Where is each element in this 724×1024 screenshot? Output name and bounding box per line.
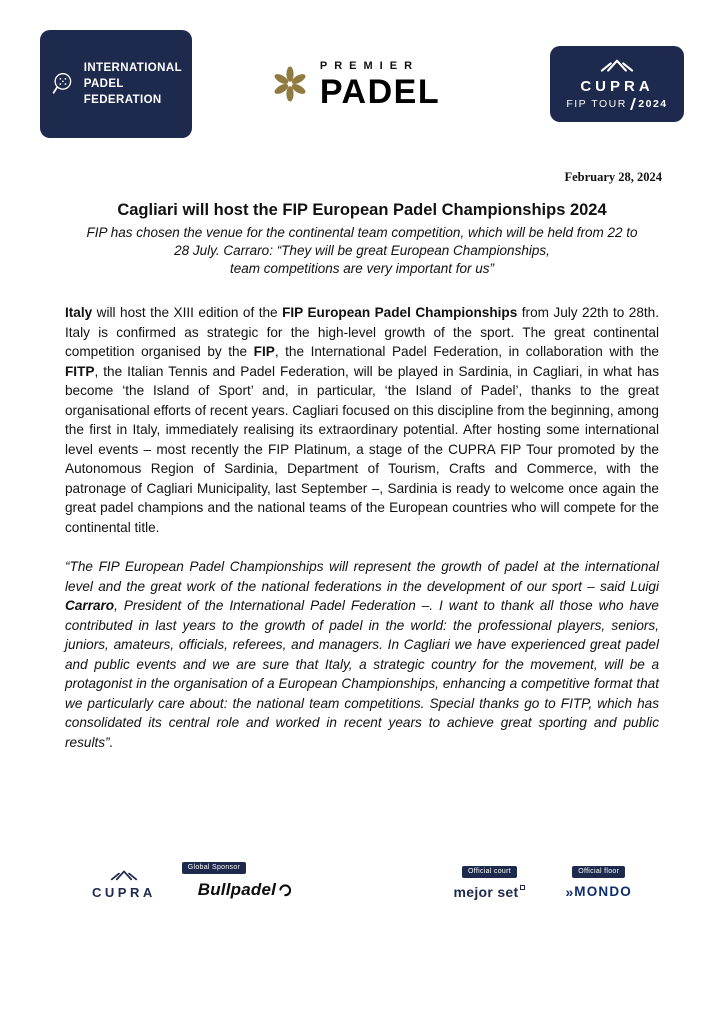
bold-text-segment: Italy (65, 305, 93, 320)
bullpadel-wordmark (198, 880, 291, 900)
ipf-logo (40, 30, 192, 138)
official-court-badge: Official court (462, 866, 517, 878)
ipf-line-1: INTERNATIONAL (83, 61, 182, 74)
cupra-sponsor-logo (92, 870, 156, 900)
cupra-emblem-icon (590, 59, 644, 75)
padel-label: PADEL (319, 72, 441, 111)
ipf-logo-text (84, 60, 182, 108)
mejorset-square-icon (520, 885, 525, 890)
ipf-line-2: PADEL (83, 77, 124, 90)
body-text (65, 303, 659, 752)
cupra-slash-divider (630, 98, 635, 110)
text-segment: will host the XIII edition of the (92, 305, 283, 320)
premier-padel-logo (272, 60, 440, 109)
mejorset-sponsor-logo (454, 866, 526, 900)
header-logos (0, 0, 724, 140)
mondo-wordmark (565, 884, 632, 900)
text-segment: “The FIP European Padel Championships will represent the growth of padel at the international level and the great work of the national federations in the development of our sport – said Luigi (65, 559, 659, 594)
subtitle-line: FIP has chosen the venue for the continental team competition, which will be held from 22 to (86, 225, 638, 240)
subtitle (0, 224, 724, 278)
fip-tour-year: 2024 (638, 97, 668, 110)
official-floor-badge: Official floor (572, 866, 625, 878)
bullpadel-label: Bullpadel (197, 879, 277, 899)
global-sponsor-badge: Global Sponsor (182, 862, 246, 874)
cupra-fip-tour-logo (550, 46, 684, 122)
text-segment: from July 22th to 28th. Italy is confirmed as strategic for the high-level growth of the sport. The great continental competition organised by the (65, 305, 660, 359)
text-segment: , the Italian Tennis and Padel Federation, will be played in Sardinia, in Cagliari, in what has become ‘the Island of Sport’ and, in particular, ‘the Island of Padel’, thanks to the great organisational efforts of recent years. Cagliari focused on this discipline from the beginning, among the first in Italy, immediately realising its extraordinary potential. After hosting some international level events – most recently the FIP Platinum, a stage of the CUPRA FIP Tour promoted by the Autonomous Region of Sardinia, Department of Tourism, Crafts and Commerce, with the patronage of Cagliari Municipality, last September –, Sardinia is ready to welcome once again the great padel champions and the national teams of the European countries who will compete for the continental title. (65, 363, 659, 535)
document-date: February 28, 2024 (564, 170, 662, 184)
body-paragraph (65, 557, 659, 752)
text-segment: , President of the International Padel Federation –. I want to thank all those who have contributed in last years to the growth of padel in the world: the professional players, seniors, juniors, amateurs, officials, referees, and managers. In Cagliari we have experienced great padel and public events and we are sure that Italy, a strategic country for the movement, will be a protagonist in the organisation of a European Championships, enhancing a competitive format that we particularly care about: the national team competitions. Special thanks go to FITP, which has consolidated its central role and worked in recent years to achieve great sporting and public results”. (65, 598, 659, 750)
mejorset-label: mejor set (453, 883, 519, 900)
ipf-line-3: FEDERATION (83, 94, 162, 107)
fip-tour-label (566, 98, 667, 110)
bold-text-segment: FIP European Padel Championships (282, 305, 518, 320)
mondo-sponsor-logo (565, 866, 632, 900)
premier-padel-icon (272, 66, 308, 102)
cupra-emblem-icon (102, 870, 146, 883)
subtitle-line: team competitions are very important for us” (229, 261, 495, 276)
cupra-brand-label: CUPRA (580, 77, 654, 95)
mejorset-wordmark (454, 884, 526, 900)
bold-text-segment: FITP (65, 363, 95, 379)
premier-padel-wordmark (320, 60, 440, 109)
premier-label: PREMIER (319, 59, 420, 72)
sponsor-footer (0, 862, 724, 900)
text-segment: , the International Padel Federation, in collaboration with the (274, 344, 659, 359)
mondo-chevrons-icon: » (565, 883, 574, 900)
padel-racket-icon (50, 60, 75, 108)
body-paragraph (65, 303, 659, 537)
bullpadel-swoosh-icon (278, 882, 291, 897)
bold-text-segment: Carraro (65, 598, 115, 613)
cupra-sponsor-label: CUPRA (92, 884, 156, 900)
subtitle-line: 28 July. Carraro: “They will be great European Championships, (174, 243, 550, 258)
bullpadel-sponsor-logo (187, 862, 291, 900)
bold-text-segment: FIP (253, 344, 275, 359)
mondo-label: MONDO (574, 884, 632, 900)
fip-tour-text: FIP TOUR (566, 97, 627, 110)
page-title: Cagliari will host the FIP European Padel Championships 2024 (117, 201, 607, 219)
